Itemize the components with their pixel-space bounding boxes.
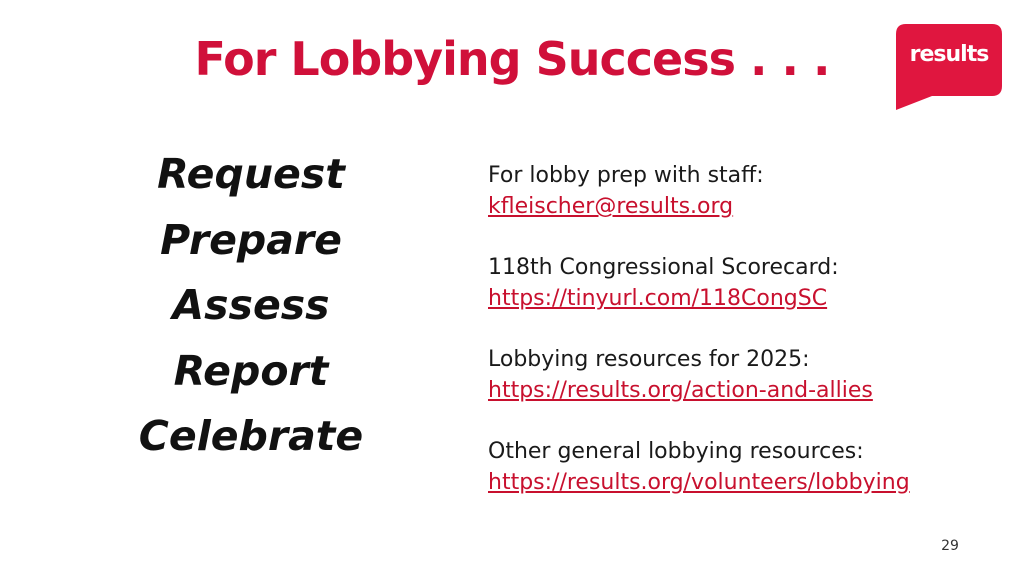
results-logo (896, 24, 1002, 110)
step-request: Request (157, 150, 345, 198)
resource-lobbying-2025 (488, 344, 988, 406)
page-number: 29 (941, 538, 959, 554)
resource-lobby-prep (488, 160, 988, 222)
resource-label: 118th Congressional Scorecard: (488, 255, 839, 280)
scorecard-link[interactable]: https://tinyurl.com/118CongSC (488, 286, 828, 311)
step-celebrate: Celebrate (138, 412, 364, 460)
step-prepare: Prepare (160, 215, 342, 264)
action-and-allies-link[interactable]: https://results.org/action-and-allies (488, 378, 873, 403)
resources-list (488, 160, 988, 528)
slide-title: For Lobbying Success . . . (194, 32, 830, 86)
volunteers-lobbying-link[interactable]: https://results.org/volunteers/lobbying (488, 470, 910, 495)
logo-text: results (909, 42, 989, 67)
steps-list (112, 142, 390, 470)
resource-label: For lobby prep with staff: (488, 163, 764, 188)
step-assess: Assess (172, 281, 330, 329)
step-report: Report (173, 346, 329, 395)
email-link[interactable]: kfleischer@results.org (488, 194, 734, 219)
resource-label: Lobbying resources for 2025: (488, 347, 810, 372)
resource-scorecard (488, 252, 988, 314)
resource-label: Other general lobbying resources: (488, 439, 864, 464)
resource-general-lobbying (488, 436, 988, 498)
